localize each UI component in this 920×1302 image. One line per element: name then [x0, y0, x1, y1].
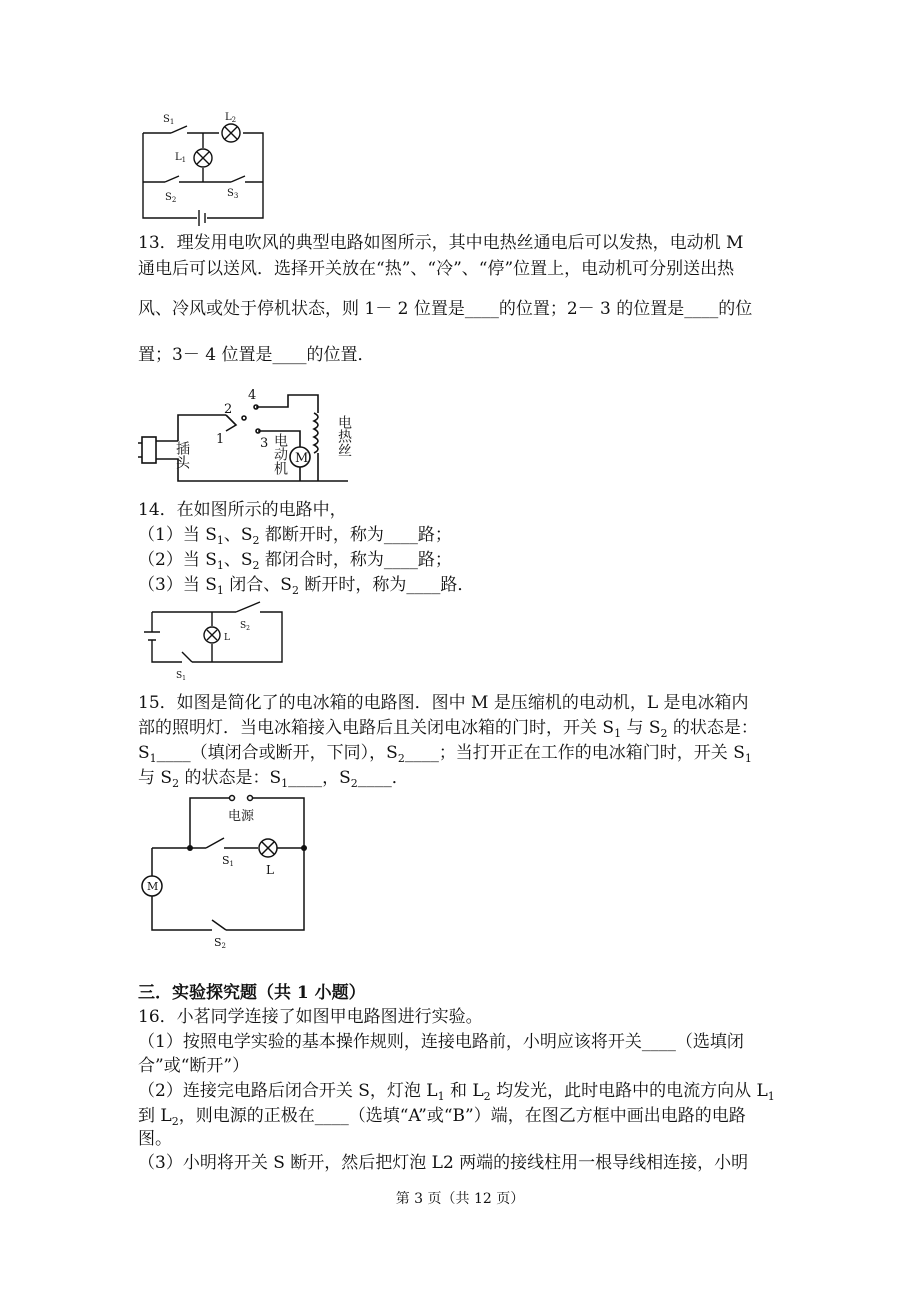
circuit-figure-q15: [138, 790, 318, 950]
q13-fig-m: M: [295, 451, 309, 466]
q16-line-7: （3）小明将开关 S 断开，然后把灯泡 L2 两端的接线柱用一根导线相连接，小明: [138, 1153, 749, 1173]
fig12-s3-label: $S_3$: [227, 188, 239, 200]
circuit-figure-q14: [138, 600, 288, 680]
q13-fig-n3: 3: [260, 436, 269, 451]
q16-line-2: （1）按照电学实验的基本操作规则，连接电路前，小明应该将开关____（选填闭: [138, 1032, 744, 1052]
q16-line-5: 到 $L_2$，则电源的正极在____（选填“A”或“B”）端，在图乙方框中画出电路的电路: [138, 1106, 746, 1128]
q14-item-2: （2）当 $S_1$、$S_2$ 都闭合时，称为____路；: [138, 550, 452, 572]
q16-line-3: 合”或“断开”）: [138, 1056, 250, 1076]
q14-item-3: （3）当 $S_1$ 闭合、$S_2$ 断开时，称为____路．: [138, 575, 475, 597]
q15-fig-power: 电源: [228, 809, 255, 824]
q15-line-1: 15．如图是简化了的电冰箱的电路图．图中 M 是压缩机的电动机，L 是电冰箱内: [138, 693, 749, 713]
q14-item-1: （1）当 $S_1$、$S_2$ 都断开时，称为____路；: [138, 525, 452, 547]
q13-fig-plug: 插头: [174, 441, 190, 469]
q13-fig-heater: 电热丝: [336, 415, 352, 457]
q15-line-4: 与 $S_2$ 的状态是：$S_1\_\_\_\_$，$S_2\_\_\_\_$．: [138, 768, 409, 790]
q16-line-1: 16．小茗同学连接了如图甲电路图进行实验。: [138, 1007, 483, 1027]
q13-fig-n1: 1: [216, 432, 225, 447]
q13-line-2: 通电后可以送风．选择开关放在“热”、“冷”、“停”位置上，电动机可分别送出热: [138, 259, 735, 279]
fig12-l1-label: $L_1$: [175, 152, 187, 164]
q13-fig-n2: 2: [224, 402, 233, 417]
q16-line-4: （2）连接完电路后闭合开关 S，灯泡 $L_1$ 和 $L_2$ 均发光，此时电路中的电流方向从 $L_1$: [138, 1081, 775, 1103]
q14-fig-s1: $S_1$: [176, 671, 186, 682]
q16-line-6: 图。: [138, 1129, 172, 1149]
q15-line-3: $S_1\_\_\_\_$（填闭合或断开，下同），$S_2\_\_\_\_$；当打开正在工作的电冰箱门时，开关 $S_1$: [138, 743, 752, 765]
fig12-s2-label: $S_2$: [165, 192, 177, 204]
page-footer: 第 3 页（共 12 页）: [395, 1191, 525, 1207]
q14-fig-l: L: [224, 633, 230, 643]
fig12-s1-label: $S_1$: [163, 114, 175, 126]
q14-head: 14．在如图所示的电路中，: [138, 500, 347, 520]
fig12-l2-label: $L_2$: [225, 112, 237, 124]
q13-line-4: 置；3－ 4 位置是____的位置．: [138, 345, 375, 365]
q13-fig-motor: 电动机: [272, 433, 288, 475]
q15-fig-s1: S1: [222, 854, 235, 868]
q13-fig-n4: 4: [248, 388, 257, 403]
section-title: 三．实验探究题（共 1 小题）: [138, 983, 366, 1003]
q15-fig-l: L: [266, 863, 274, 877]
circuit-figure-q12: [135, 108, 275, 228]
q15-fig-m: M: [147, 880, 159, 893]
q14-fig-s2: $S_2$: [240, 621, 250, 632]
q15-fig-s2: S2: [214, 936, 227, 950]
q15-line-2: 部的照明灯．当电冰箱接入电路后且关闭电冰箱的门时，开关 $S_1$ 与 $S_2$ 的状态是：: [138, 718, 758, 740]
q13-line-3: 风、冷风或处于停机状态，则 1－ 2 位置是____的位置；2－ 3 的位置是____的位: [138, 299, 753, 319]
circuit-figure-q13: [138, 385, 368, 495]
q13-line-1: 13．理发用电吹风的典型电路如图所示，其中电热丝通电后可以发热，电动机 M: [138, 233, 744, 253]
